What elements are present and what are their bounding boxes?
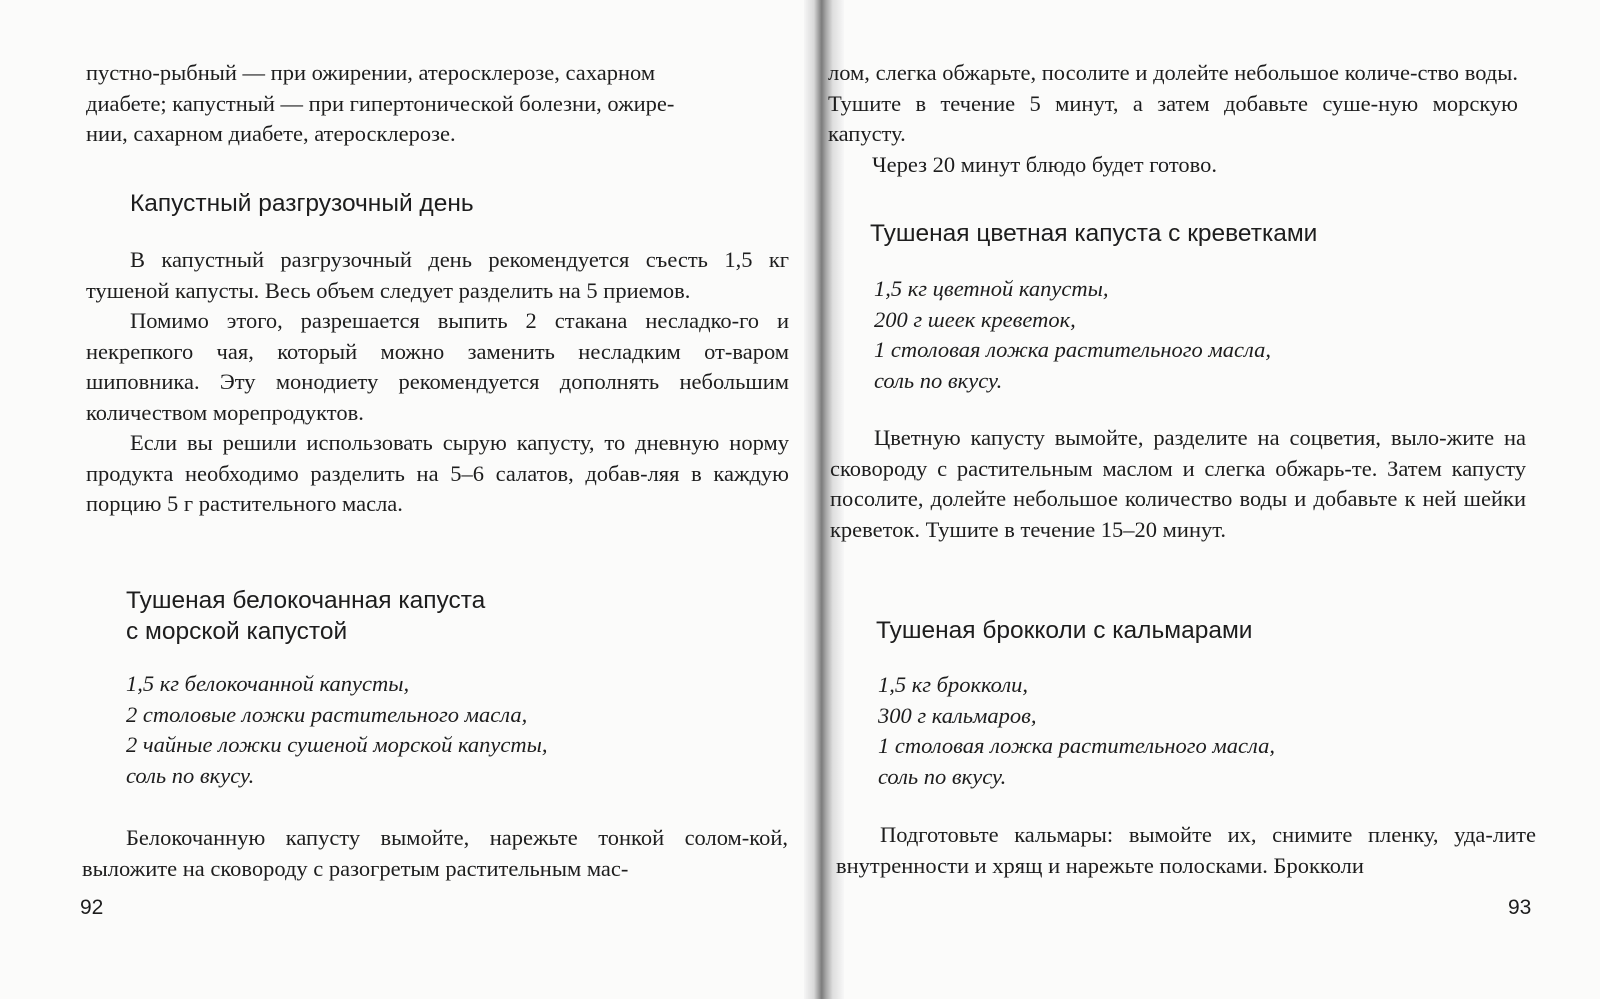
intro-line: пустно-рыбный — при ожирении, атеросклерозе, сахарном: [86, 60, 656, 85]
ingredient-item: 2 чайные ложки сушеной морской капусты,: [126, 732, 548, 757]
ingredient-item: 2 столовые ложки растительного масла,: [126, 701, 528, 727]
paragraph: Помимо этого, разрешается выпить 2 стакана несладко-го и некрепкого чая, который можно заменить несладким от-варом шиповника. Эту монодиету рекомендуется дополнять небольшим количеством морепродуктов.: [86, 308, 789, 425]
recipe-heading-line: с морской капустой: [126, 618, 348, 645]
intro-line: диабете; капустный — при гипертонической болезни, ожире-: [86, 90, 675, 116]
ingredient-item: соль по вкусу.: [126, 762, 255, 788]
page-right: [828, 0, 1600, 999]
page-number: 92: [80, 896, 104, 919]
paragraph: Если вы решили использовать сырую капусту, то дневную норму продукта необходимо разделить на 5–6 салатов, добав-ляя в каждую порцию 5 г растительного масла.: [86, 430, 789, 516]
ingredient-item: 1,5 кг брокколи,: [878, 672, 1029, 697]
ingredient-item: 1 столовая ложка растительного масла,: [878, 733, 1275, 758]
ingredient-item: 1,5 кг цветной капусты,: [874, 276, 1109, 301]
ingredient-item: соль по вкусу.: [874, 367, 1003, 393]
recipe-heading-line: Тушеная белокочанная капуста: [126, 587, 486, 614]
intro-line: нии, сахарном диабете, атеросклерозе.: [86, 121, 456, 146]
ingredient-item: 300 г кальмаров,: [878, 702, 1037, 728]
ingredient-item: 1 столовая ложка растительного масла,: [874, 337, 1271, 362]
intro-text: [86, 58, 789, 150]
recipe-text: [836, 820, 1536, 881]
recipe-heading: [126, 585, 485, 647]
ingredient-item: 1,5 кг белокочанной капусты,: [126, 671, 410, 696]
recipe-text: [830, 423, 1526, 545]
recipe-text: [82, 823, 788, 884]
paragraph: Через 20 минут блюдо будет готово.: [872, 151, 1217, 177]
recipe-heading: Тушеная брокколи с кальмарами: [876, 617, 1253, 644]
section-text: [86, 245, 789, 520]
ingredients-list: [874, 274, 1271, 396]
paragraph: лом, слегка обжарьте, посолите и долейте небольшое количе-ство воды. Тушите в течение 5 минут, а затем добавьте суше-ную морскую капусту.: [828, 60, 1518, 146]
continuation-text: [828, 58, 1518, 180]
recipe-heading: Тушеная цветная капуста с креветками: [870, 220, 1318, 247]
paragraph: Цветную капусту вымойте, разделите на соцветия, выло-жите на сковороду с растительным маслом и слегка обжарь-те. Затем капусту посолите, долейте небольшое количество воды и добавьте к ней шейки креветок. Тушите в течение 15–20 минут.: [830, 425, 1526, 542]
paragraph: Белокочанную капусту вымойте, нарежьте тонкой солом-кой, выложите на сковороду с разогретым растительным мас-: [82, 825, 788, 881]
ingredients-list: [878, 670, 1275, 792]
ingredient-item: 200 г шеек креветок,: [874, 306, 1076, 332]
paragraph: В капустный разгрузочный день рекомендуется съесть 1,5 кг тушеной капусты. Весь объем следует разделить на 5 приемов.: [86, 247, 789, 303]
paragraph: Подготовьте кальмары: вымойте их, снимите пленку, уда-лите внутренности и хрящ и нарежьте полосками. Брокколи: [836, 822, 1536, 878]
ingredient-item: соль по вкусу.: [878, 763, 1007, 789]
section-heading: Капустный разгрузочный день: [130, 190, 474, 217]
page-number: 93: [1508, 896, 1532, 919]
ingredients-list: [126, 669, 548, 791]
